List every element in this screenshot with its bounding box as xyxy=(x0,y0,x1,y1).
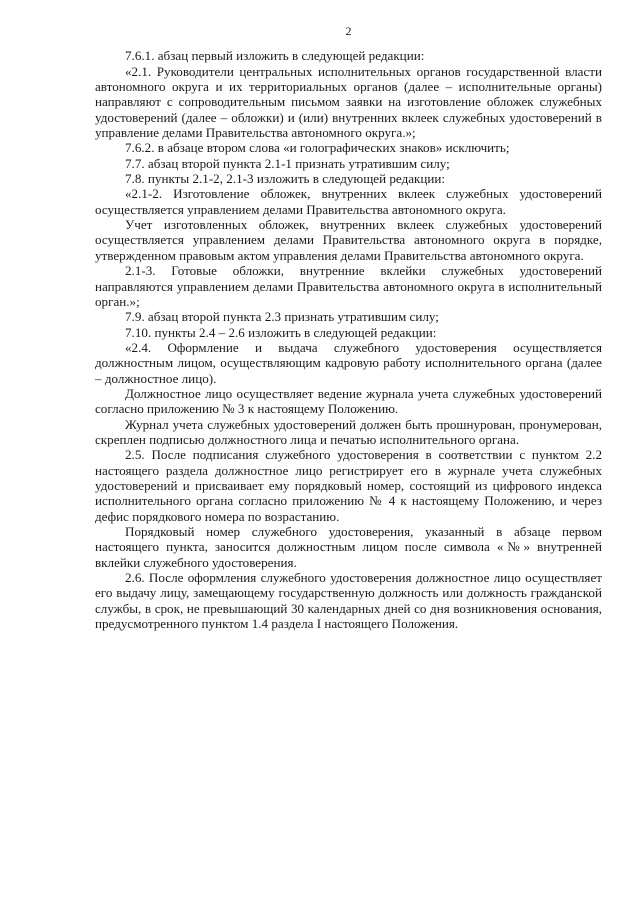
paragraph-journal-binding: Журнал учета служебных удостоверений должен быть прошнурован, пронумерован, скреплен подписью должностного лица и печатью исполнительного органа. xyxy=(95,416,602,447)
paragraph-7-10: 7.10. пункты 2.4 – 2.6 изложить в следующей редакции: xyxy=(125,324,437,340)
paragraph-2-1-2: «2.1-2. Изготовление обложек, внутренних вклеек служебных удостоверений осуществляется управлением делами Правительства автономного округа. xyxy=(95,186,602,217)
paragraph-2-5: 2.5. После подписания служебного удостоверения в соответствии с пунктом 2.2 настоящего раздела должностное лицо регистрирует его в журнале учета служебных удостоверений и присваивает ему порядковый номер, состоящий из цифрового индекса исполнительного органа согласно приложению № 4 к настоящему Положению, и через дефис порядкового номера по возрастанию. xyxy=(95,447,602,524)
paragraph-7-7: 7.7. абзац второй пункта 2.1-1 признать утратившим силу; xyxy=(125,155,450,171)
paragraph-journal-keeping: Должностное лицо осуществляет ведение журнала учета служебных удостоверений согласно приложению № 3 к настоящему Положению. xyxy=(95,385,602,417)
paragraph-sequence-number: Порядковый номер служебного удостоверения, указанный в абзаце первом настоящего пункта, заносится должностным лицом после символа «№» внутренней вклейки служебного удостоверения. xyxy=(95,524,602,570)
paragraph-2-1: «2.1. Руководители центральных исполнительных органов государственной власти автономного округа и их территориальных органов (далее – исполнительные органы) направляют с сопроводительным письмом заявки на изготовление обложек служебных удостоверений (далее – обложки) и (или) внутренних вклеек служебных удостоверений в управление делами Правительства автономного округа.»; xyxy=(95,63,602,141)
paragraph-2-6: 2.6. После оформления служебного удостоверения должностное лицо осуществляет его выдачу лицу, замещающему государственную должность или должность гражданской службы, в срок, не превышающий 30 календарных дней со дня возникновения основания, предусмотренного пунктом 1.4 раздела I настоящего Положения. xyxy=(95,570,602,632)
paragraph-accounting: Учет изготовленных обложек, внутренних вклеек служебных удостоверений осуществляется управлением делами Правительства автономного округа в порядке, утвержденном правовым актом управления делами Правительства автономного округа. xyxy=(95,217,602,263)
paragraph-2-1-3: 2.1-3. Готовые обложки, внутренние вклейки служебных удостоверений направляются управлением делами Правительства автономного округа в исполнительный орган.»; xyxy=(95,263,602,309)
paragraph-7-6-2: 7.6.2. в абзаце втором слова «и голографических знаков» исключить; xyxy=(125,140,510,156)
paragraph-7-8: 7.8. пункты 2.1-2, 2.1-3 изложить в следующей редакции: xyxy=(125,171,446,187)
page-number: 2 xyxy=(345,24,352,38)
paragraph-7-9: 7.9. абзац второй пункта 2.3 признать утратившим силу; xyxy=(125,309,439,325)
paragraph-7-6-1: 7.6.1. абзац первый изложить в следующей редакции: xyxy=(125,48,425,64)
paragraph-2-4: «2.4. Оформление и выдача служебного удостоверения осуществляется должностным лицом, осуществляющим кадровую работу исполнительного органа (далее – должностное лицо). xyxy=(95,339,602,386)
